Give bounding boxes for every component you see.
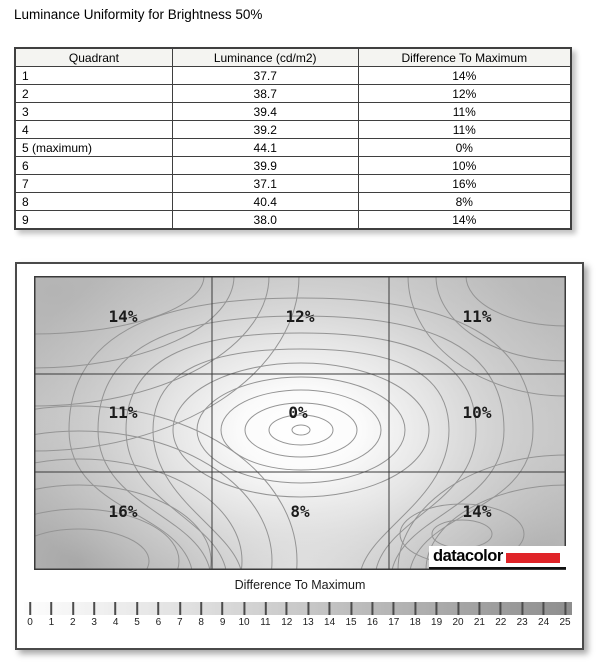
colorbar-tick-label: 23 — [516, 617, 528, 628]
colorbar-tick — [134, 602, 140, 628]
difference-cell: 11% — [358, 121, 571, 139]
colorbar-tick — [27, 602, 33, 628]
luminance-cell: 39.4 — [172, 103, 358, 121]
colorbar-tick-label: 18 — [409, 617, 421, 628]
colorbar-tick-label: 24 — [538, 617, 550, 628]
colorbar-tick — [49, 602, 55, 628]
luminance-cell: 37.7 — [172, 67, 358, 85]
colorbar-tick-mark — [329, 602, 331, 615]
colorbar-tick-mark — [29, 602, 31, 615]
difference-cell: 14% — [358, 67, 571, 85]
table-row — [15, 157, 571, 175]
quadrant-3-label: 11% — [462, 307, 492, 326]
luminance-cell: 37.1 — [172, 175, 358, 193]
colorbar-tick — [452, 602, 463, 628]
contour-plot — [34, 276, 566, 570]
colorbar-tick — [303, 602, 314, 628]
colorbar-tick-mark — [543, 602, 545, 615]
col-header-quadrant: Quadrant — [15, 48, 172, 67]
colorbar-tick-mark — [286, 602, 288, 615]
colorbar-tick-label: 20 — [452, 617, 464, 628]
colorbar-tick-label: 12 — [281, 617, 293, 628]
colorbar-tick-mark — [115, 602, 117, 615]
difference-cell: 0% — [358, 139, 571, 157]
colorbar-tick — [91, 602, 97, 628]
luminance-cell: 44.1 — [172, 139, 358, 157]
colorbar-tick-label: 10 — [238, 617, 250, 628]
quadrant-cell: 7 — [15, 175, 172, 193]
colorbar-tick-mark — [350, 602, 352, 615]
quadrant-cell: 6 — [15, 157, 172, 175]
colorbar-tick-mark — [243, 602, 245, 615]
quadrant-6-label: 10% — [462, 403, 492, 422]
colorbar-tick-label: 8 — [198, 617, 204, 628]
colorbar-tick-mark — [50, 602, 52, 615]
datacolor-logo-red-bar — [506, 553, 560, 563]
luminance-cell: 40.4 — [172, 193, 358, 211]
colorbar-tick — [220, 602, 226, 628]
difference-cell: 12% — [358, 85, 571, 103]
colorbar-tick — [367, 602, 378, 628]
colorbar-tick-label: 17 — [388, 617, 400, 628]
quadrant-cell: 3 — [15, 103, 172, 121]
colorbar-tick-mark — [436, 602, 438, 615]
quadrant-4-label: 11% — [108, 403, 138, 422]
table-row — [15, 139, 571, 157]
quadrant-cell: 2 — [15, 85, 172, 103]
colorbar-tick-mark — [264, 602, 266, 615]
colorbar-tick — [431, 602, 442, 628]
colorbar-tick — [177, 602, 183, 628]
colorbar-tick — [474, 602, 485, 628]
colorbar-tick-label: 2 — [70, 617, 76, 628]
luminance-cell: 39.9 — [172, 157, 358, 175]
colorbar-tick — [388, 602, 399, 628]
difference-cell: 11% — [358, 103, 571, 121]
colorbar-ticks — [27, 602, 571, 632]
colorbar-tick-mark — [136, 602, 138, 615]
colorbar-tick-label: 22 — [495, 617, 507, 628]
colorbar-tick — [517, 602, 528, 628]
table-row — [15, 103, 571, 121]
colorbar-tick-mark — [72, 602, 74, 615]
difference-cell: 16% — [358, 175, 571, 193]
colorbar-tick — [281, 602, 292, 628]
colorbar-tick-label: 0 — [27, 617, 33, 628]
colorbar-tick — [324, 602, 335, 628]
table-row — [15, 121, 571, 139]
colorbar-tick-mark — [457, 602, 459, 615]
difference-cell: 8% — [358, 193, 571, 211]
quadrant-1-label: 14% — [108, 307, 138, 326]
colorbar-tick-mark — [393, 602, 395, 615]
colorbar-tick-mark — [564, 602, 566, 615]
quadrant-cell: 5 (maximum) — [15, 139, 172, 157]
colorbar-tick-label: 6 — [155, 617, 162, 628]
colorbar-tick-label: 13 — [302, 617, 314, 628]
luminance-cell: 38.7 — [172, 85, 358, 103]
datacolor-logo — [429, 546, 566, 569]
quadrant-cell: 4 — [15, 121, 172, 139]
colorbar-tick — [345, 602, 356, 628]
colorbar-tick-label: 14 — [324, 617, 336, 628]
colorbar-tick — [260, 602, 270, 628]
quadrant-2-label: 12% — [285, 307, 315, 326]
table-header-row — [15, 48, 571, 67]
difference-cell: 10% — [358, 157, 571, 175]
colorbar-tick-mark — [307, 602, 309, 615]
colorbar-tick-mark — [200, 602, 202, 615]
colorbar-tick — [113, 602, 119, 628]
colorbar-tick-label: 19 — [431, 617, 443, 628]
table-row — [15, 67, 571, 85]
colorbar-tick-mark — [179, 602, 181, 615]
colorbar-tick-label: 25 — [559, 617, 571, 628]
colorbar-tick — [198, 602, 204, 628]
colorbar-tick-label: 9 — [219, 617, 226, 628]
page-title: Luminance Uniformity for Brightness 50% — [14, 7, 263, 22]
colorbar-tick-mark — [157, 602, 159, 615]
contour-plot-svg — [34, 276, 566, 570]
table-row — [15, 85, 571, 103]
luminance-table — [14, 47, 572, 230]
quadrant-7-label: 16% — [108, 502, 138, 521]
colorbar-tick — [156, 602, 162, 628]
quadrant-cell: 9 — [15, 211, 172, 230]
quadrant-cell: 8 — [15, 193, 172, 211]
colorbar-tick — [410, 602, 421, 628]
colorbar — [24, 602, 572, 636]
colorbar-tick-label: 1 — [48, 617, 55, 628]
colorbar-tick-mark — [93, 602, 95, 615]
datacolor-logo-text: datacolor — [433, 547, 503, 566]
colorbar-tick-label: 5 — [134, 617, 140, 628]
quadrant-9-label: 14% — [462, 502, 492, 521]
colorbar-tick-label: 15 — [345, 617, 357, 628]
colorbar-title: Difference To Maximum — [234, 578, 366, 592]
colorbar-tick-label: 11 — [260, 617, 271, 628]
colorbar-tick — [70, 602, 76, 628]
colorbar-tick-mark — [500, 602, 502, 615]
quadrant-8-label: 8% — [290, 502, 310, 521]
quadrant-cell: 1 — [15, 67, 172, 85]
luminance-cell: 38.0 — [172, 211, 358, 230]
colorbar-tick — [238, 602, 249, 628]
difference-cell: 14% — [358, 211, 571, 230]
table-row — [15, 193, 571, 211]
colorbar-tick-mark — [521, 602, 523, 615]
colorbar-tick-mark — [371, 602, 373, 615]
uniformity-chart-box — [15, 262, 584, 650]
colorbar-tick-mark — [414, 602, 416, 615]
colorbar-tick-label: 21 — [473, 617, 485, 628]
colorbar-tick-label: 4 — [112, 617, 119, 628]
table-row — [15, 211, 571, 230]
colorbar-tick-mark — [222, 602, 224, 615]
colorbar-tick-label: 3 — [91, 617, 97, 628]
colorbar-tick-label: 7 — [177, 617, 183, 628]
col-header-difference: Difference To Maximum — [358, 48, 571, 67]
quadrant-5-label: 0% — [288, 403, 308, 422]
luminance-cell: 39.2 — [172, 121, 358, 139]
table-row — [15, 175, 571, 193]
colorbar-tick-mark — [478, 602, 480, 615]
colorbar-tick — [559, 602, 570, 628]
col-header-luminance: Luminance (cd/m2) — [172, 48, 358, 67]
colorbar-tick — [538, 602, 549, 628]
colorbar-tick-label: 16 — [366, 617, 378, 628]
colorbar-tick — [495, 602, 506, 628]
